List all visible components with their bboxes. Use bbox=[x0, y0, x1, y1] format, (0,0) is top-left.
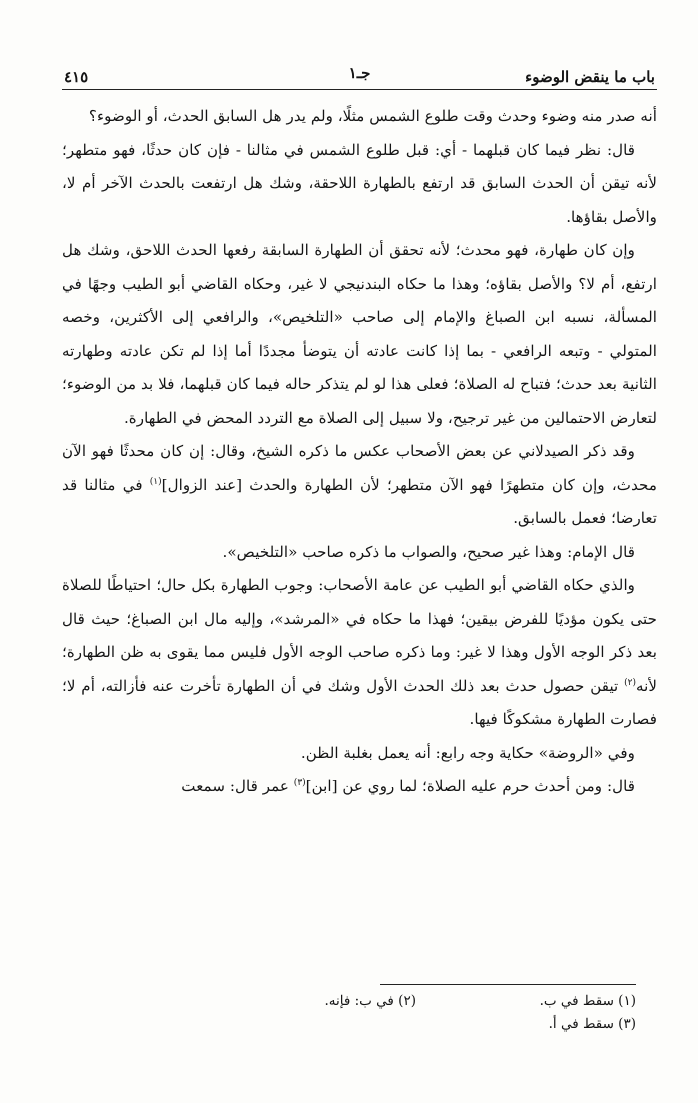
main-text bbox=[62, 100, 657, 804]
paragraph: أنه صدر منه وضوء وحدث وقت طلوع الشمس مثلًا، ولم يدر هل السابق الحدث، أو الوضوء؟ bbox=[88, 107, 657, 125]
footnote: (٣) سقط في أ. bbox=[548, 1016, 636, 1032]
paragraph bbox=[62, 435, 657, 536]
paragraph-text: وقد ذكر الصيدلاني عن بعض الأصحاب عكس ما ذكره الشيخ، وقال: إن كان محدثًا فهو الآن محدث، وإن كان متطهرًا فهو الآن متطهر؛ لأن الطهارة والحدث [عند الزوال] bbox=[62, 442, 657, 494]
footnotes bbox=[41, 990, 636, 1036]
running-header bbox=[62, 56, 657, 90]
paragraph bbox=[62, 569, 657, 737]
paragraph: وفي «الروضة» حكاية وجه رابع: أنه يعمل بغلبة الظن. bbox=[300, 743, 635, 762]
book-page bbox=[62, 56, 657, 804]
paragraph-text: تيقن حصول حدث بعد ذلك الحدث الأول وشك في أن الطهارة تأخرت عنه فأزالته، أم لا؛ فصارت الطهارة مشكوكًا فيها. bbox=[62, 676, 657, 728]
footnote-divider bbox=[380, 984, 636, 985]
paragraph: قال: نظر فيما كان قبلهما - أي: قبل طلوع الشمس في مثالنا - فإن كان حدثًا، فهو متطهر؛ لأنه تيقن أن الحدث السابق قد ارتفع بالطهارة اللاحقة، وشك هل ارتفعت بالحدث الآخر أم لا، والأصل بقاؤها. bbox=[62, 140, 657, 226]
footnote: (٢) في ب: فإنه. bbox=[324, 993, 416, 1009]
paragraph: قال الإمام: وهذا غير صحيح، والصواب ما ذكره صاحب «التلخيص». bbox=[222, 542, 635, 561]
footnote-marker: (٣) bbox=[293, 777, 306, 788]
chapter-title: باب ما ينقض الوضوء bbox=[525, 68, 655, 86]
paragraph-text: عمر قال: سمعت bbox=[181, 777, 294, 795]
paragraph-text: والذي حكاه القاضي أبو الطيب عن عامة الأصحاب: وجوب الطهارة بكل حال؛ احتياطًا للصلاة حتى يكون مؤديًا للفرض بيقين؛ فهذا ما حكاه في «المرشد»، وإليه مال ابن الصباغ؛ حيث قال بعد ذكر الوجه الأول وهذا لا غير: وما ذكره صاحب الوجه الأول فليس مما يقوى به ظن الطهارة؛ لأنه bbox=[62, 576, 657, 695]
paragraph bbox=[62, 770, 657, 804]
footnote-row bbox=[41, 1013, 636, 1036]
page-number: ٤١٥ bbox=[64, 68, 89, 86]
footnote-row bbox=[41, 990, 636, 1013]
footnote-marker: (١) bbox=[149, 476, 162, 487]
footnote-marker: (٢) bbox=[624, 677, 636, 688]
volume-label: جـ١ bbox=[348, 64, 371, 82]
paragraph-text: في مثالنا قد تعارضا؛ فعمل بالسابق. bbox=[62, 475, 657, 527]
footnote: (١) سقط في ب. bbox=[539, 993, 636, 1009]
paragraph-text: قال: ومن أحدث حرم عليه الصلاة؛ لما روي عن [ابن] bbox=[305, 777, 635, 795]
paragraph: وإن كان طهارة، فهو محدث؛ لأنه تحقق أن الطهارة السابقة رفعها الحدث اللاحق، وشك هل ارتفع، أم لا؟ والأصل بقاؤه؛ وهذا ما حكاه البندنيجي لا غير، وحكاه القاضي أبو الطيب وجهًا في المسألة، نسبه ابن الصباغ والإمام إلى صاحب «التلخيص»، والرافعي إلى الأكثرين، وخصه المتولي - وتبعه الرافعي - بما إذا كانت عادته أن يتوضأ مجددًا أما إذا لم تكن عادته وطهارته الثانية بعد حدث؛ فتباح له الصلاة؛ فعلى هذا لو لم يتذكر حاله فيما كان قبلهما، فلا بد من الوضوء؛ لتعارض الاحتمالين من غير ترجيح، ولا سبيل إلى الصلاة مع التردد المحض في الطهارة. bbox=[62, 241, 657, 427]
